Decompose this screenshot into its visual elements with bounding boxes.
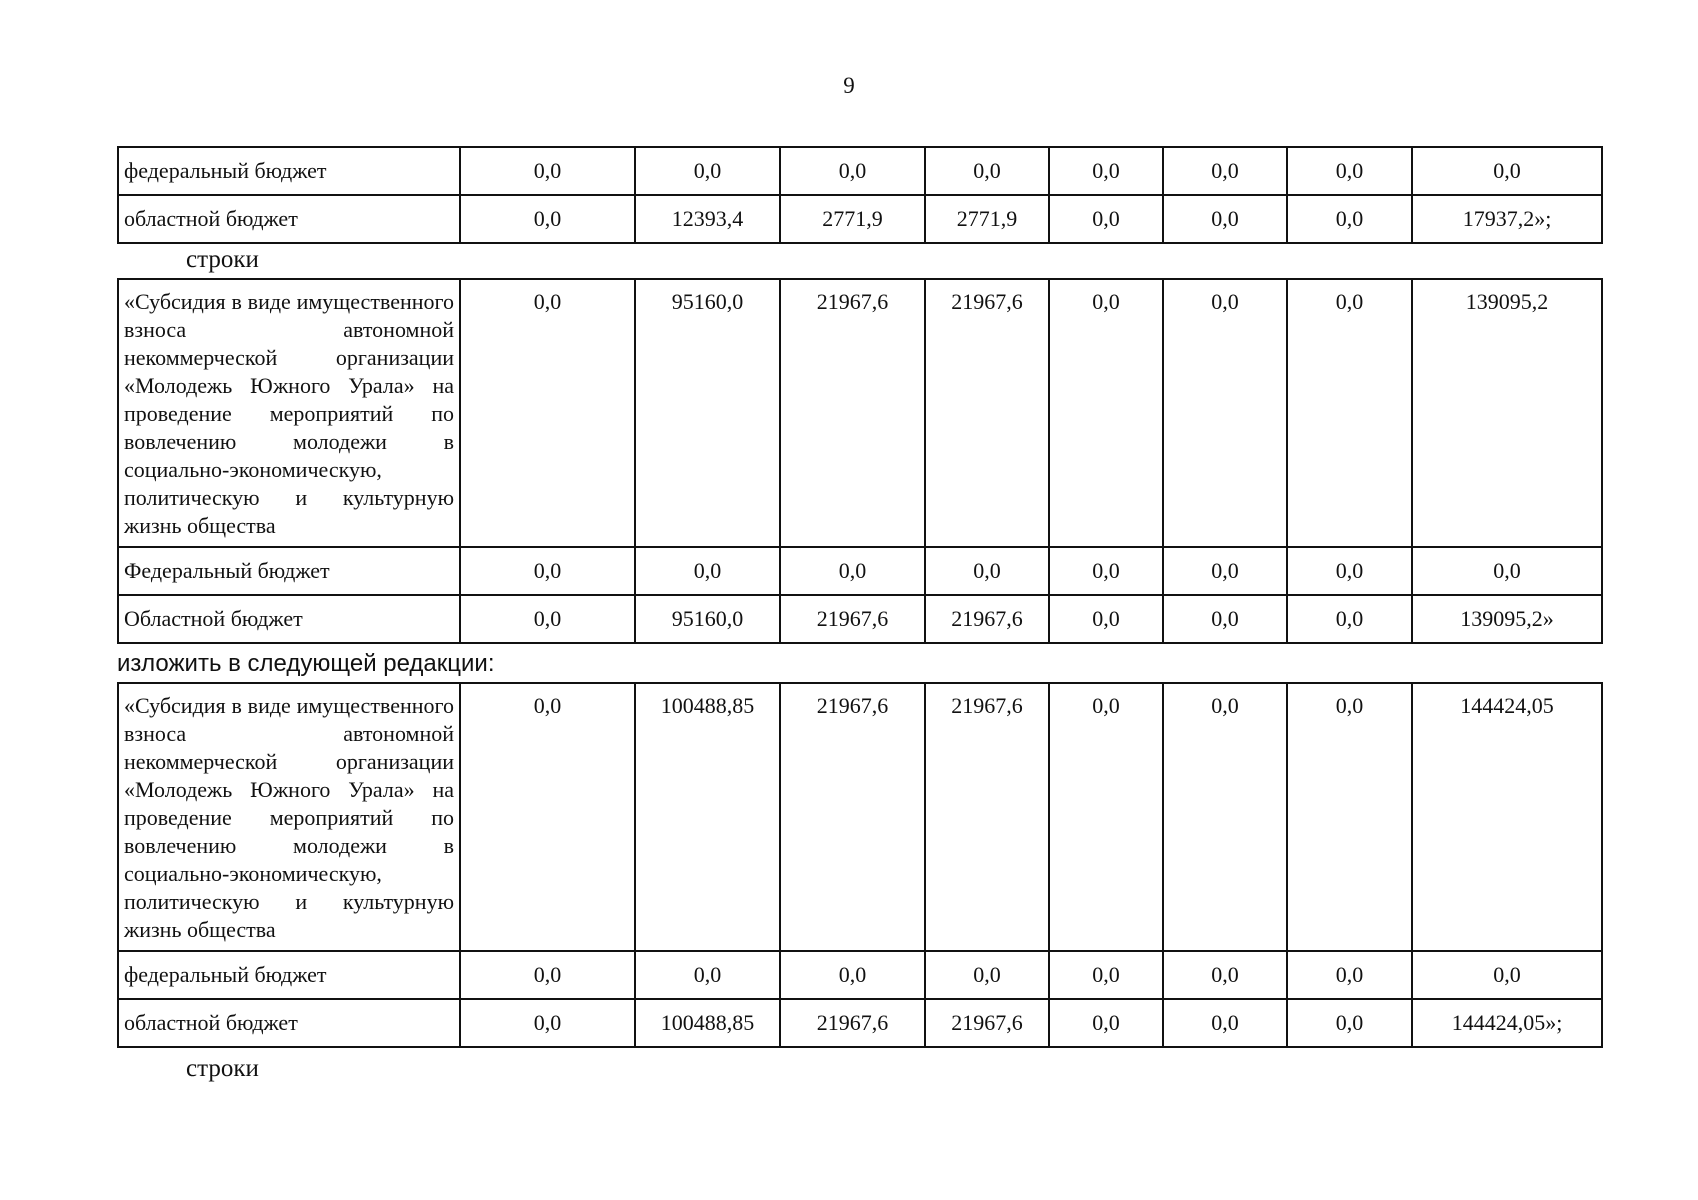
table-cell: 0,0	[1049, 595, 1163, 643]
table-cell: 0,0	[1163, 147, 1287, 195]
table-cell: 0,0	[1412, 147, 1602, 195]
table-cell: 95160,0	[635, 595, 780, 643]
table-cell: 2771,9	[780, 195, 925, 243]
table-cell: 0,0	[1049, 999, 1163, 1047]
table-cell: 0,0	[1287, 595, 1412, 643]
table-cell: 21967,6	[925, 683, 1049, 951]
table-cell: 0,0	[1412, 547, 1602, 595]
table-cell: 0,0	[1287, 195, 1412, 243]
table-cell: 0,0	[925, 147, 1049, 195]
table-cell: 0,0	[460, 999, 635, 1047]
table-cell: 0,0	[1287, 147, 1412, 195]
row-label: Федеральный бюджет	[118, 547, 460, 595]
table-cell: 0,0	[1049, 951, 1163, 999]
table-cell: 0,0	[460, 147, 635, 195]
table-cell: 144424,05	[1412, 683, 1602, 951]
table-cell: 0,0	[1163, 683, 1287, 951]
caption-edit-instruction: изложить в следующей редакции:	[117, 650, 495, 677]
table-cell: 21967,6	[925, 279, 1049, 547]
table-row	[118, 595, 1602, 643]
table-cell: 0,0	[460, 279, 635, 547]
table-cell: 0,0	[460, 595, 635, 643]
table-cell: 0,0	[1163, 279, 1287, 547]
table-cell: 0,0	[1049, 147, 1163, 195]
table-cell: 0,0	[1163, 547, 1287, 595]
table-cell: 0,0	[1412, 951, 1602, 999]
table-row	[118, 999, 1602, 1047]
table-cell: 0,0	[635, 547, 780, 595]
table-cell: 0,0	[925, 547, 1049, 595]
table-cell: 0,0	[925, 951, 1049, 999]
table-row	[118, 951, 1602, 999]
table-cell: 0,0	[1163, 999, 1287, 1047]
table-cell: 0,0	[780, 147, 925, 195]
page-number: 9	[843, 73, 855, 98]
row-label: федеральный бюджет	[118, 147, 460, 195]
table-cell: 0,0	[1163, 195, 1287, 243]
table-cell: 0,0	[1049, 547, 1163, 595]
row-label: федеральный бюджет	[118, 951, 460, 999]
table-cell: 0,0	[1287, 683, 1412, 951]
table-cell: 21967,6	[780, 595, 925, 643]
table-cell: 0,0	[635, 951, 780, 999]
table-cell: 21967,6	[925, 595, 1049, 643]
table-cell: 21967,6	[780, 279, 925, 547]
table-cell: 0,0	[1287, 951, 1412, 999]
table-cell: 139095,2	[1412, 279, 1602, 547]
budget-table-2	[117, 278, 1603, 644]
table-cell: 0,0	[1287, 999, 1412, 1047]
table-cell: 21967,6	[780, 683, 925, 951]
caption-stroki: строки	[186, 1055, 259, 1082]
row-label: областной бюджет	[118, 195, 460, 243]
table-cell: 0,0	[1049, 195, 1163, 243]
table-cell: 0,0	[460, 951, 635, 999]
table-cell: 100488,85	[635, 683, 780, 951]
table-row	[118, 195, 1602, 243]
table-cell: 0,0	[780, 547, 925, 595]
table-row-subsidy	[118, 683, 1602, 951]
subsidy-description: «Субсидия в виде имущественного взноса автономной некоммерческой организации «Молодежь Южного Урала» на проведение мероприятий по вовлечению молодежи в социально-экономическую, политическую и культурную жизнь общества	[118, 683, 460, 951]
table-cell: 0,0	[460, 683, 635, 951]
table-cell: 0,0	[1163, 595, 1287, 643]
table-cell: 100488,85	[635, 999, 780, 1047]
table-cell: 0,0	[1163, 951, 1287, 999]
budget-table-3	[117, 682, 1603, 1048]
table-cell: 95160,0	[635, 279, 780, 547]
budget-table-1	[117, 146, 1603, 244]
table-cell: 0,0	[1049, 683, 1163, 951]
table-cell: 21967,6	[780, 999, 925, 1047]
table-cell: 0,0	[1287, 547, 1412, 595]
table-cell: 0,0	[780, 951, 925, 999]
row-label: Областной бюджет	[118, 595, 460, 643]
table-cell: 0,0	[460, 547, 635, 595]
table-cell: 17937,2»;	[1412, 195, 1602, 243]
table-cell: 0,0	[1287, 279, 1412, 547]
table-cell: 0,0	[460, 195, 635, 243]
table-row	[118, 547, 1602, 595]
table-row-subsidy	[118, 279, 1602, 547]
row-label: областной бюджет	[118, 999, 460, 1047]
table-cell: 2771,9	[925, 195, 1049, 243]
table-cell: 21967,6	[925, 999, 1049, 1047]
caption-stroki: строки	[186, 246, 259, 273]
subsidy-description: «Субсидия в виде имущественного взноса автономной некоммерческой организации «Молодежь Южного Урала» на проведение мероприятий по вовлечению молодежи в социально-экономическую, политическую и культурную жизнь общества	[118, 279, 460, 547]
table-cell: 139095,2»	[1412, 595, 1602, 643]
table-cell: 0,0	[635, 147, 780, 195]
table-cell: 144424,05»;	[1412, 999, 1602, 1047]
table-row	[118, 147, 1602, 195]
table-cell: 12393,4	[635, 195, 780, 243]
table-cell: 0,0	[1049, 279, 1163, 547]
